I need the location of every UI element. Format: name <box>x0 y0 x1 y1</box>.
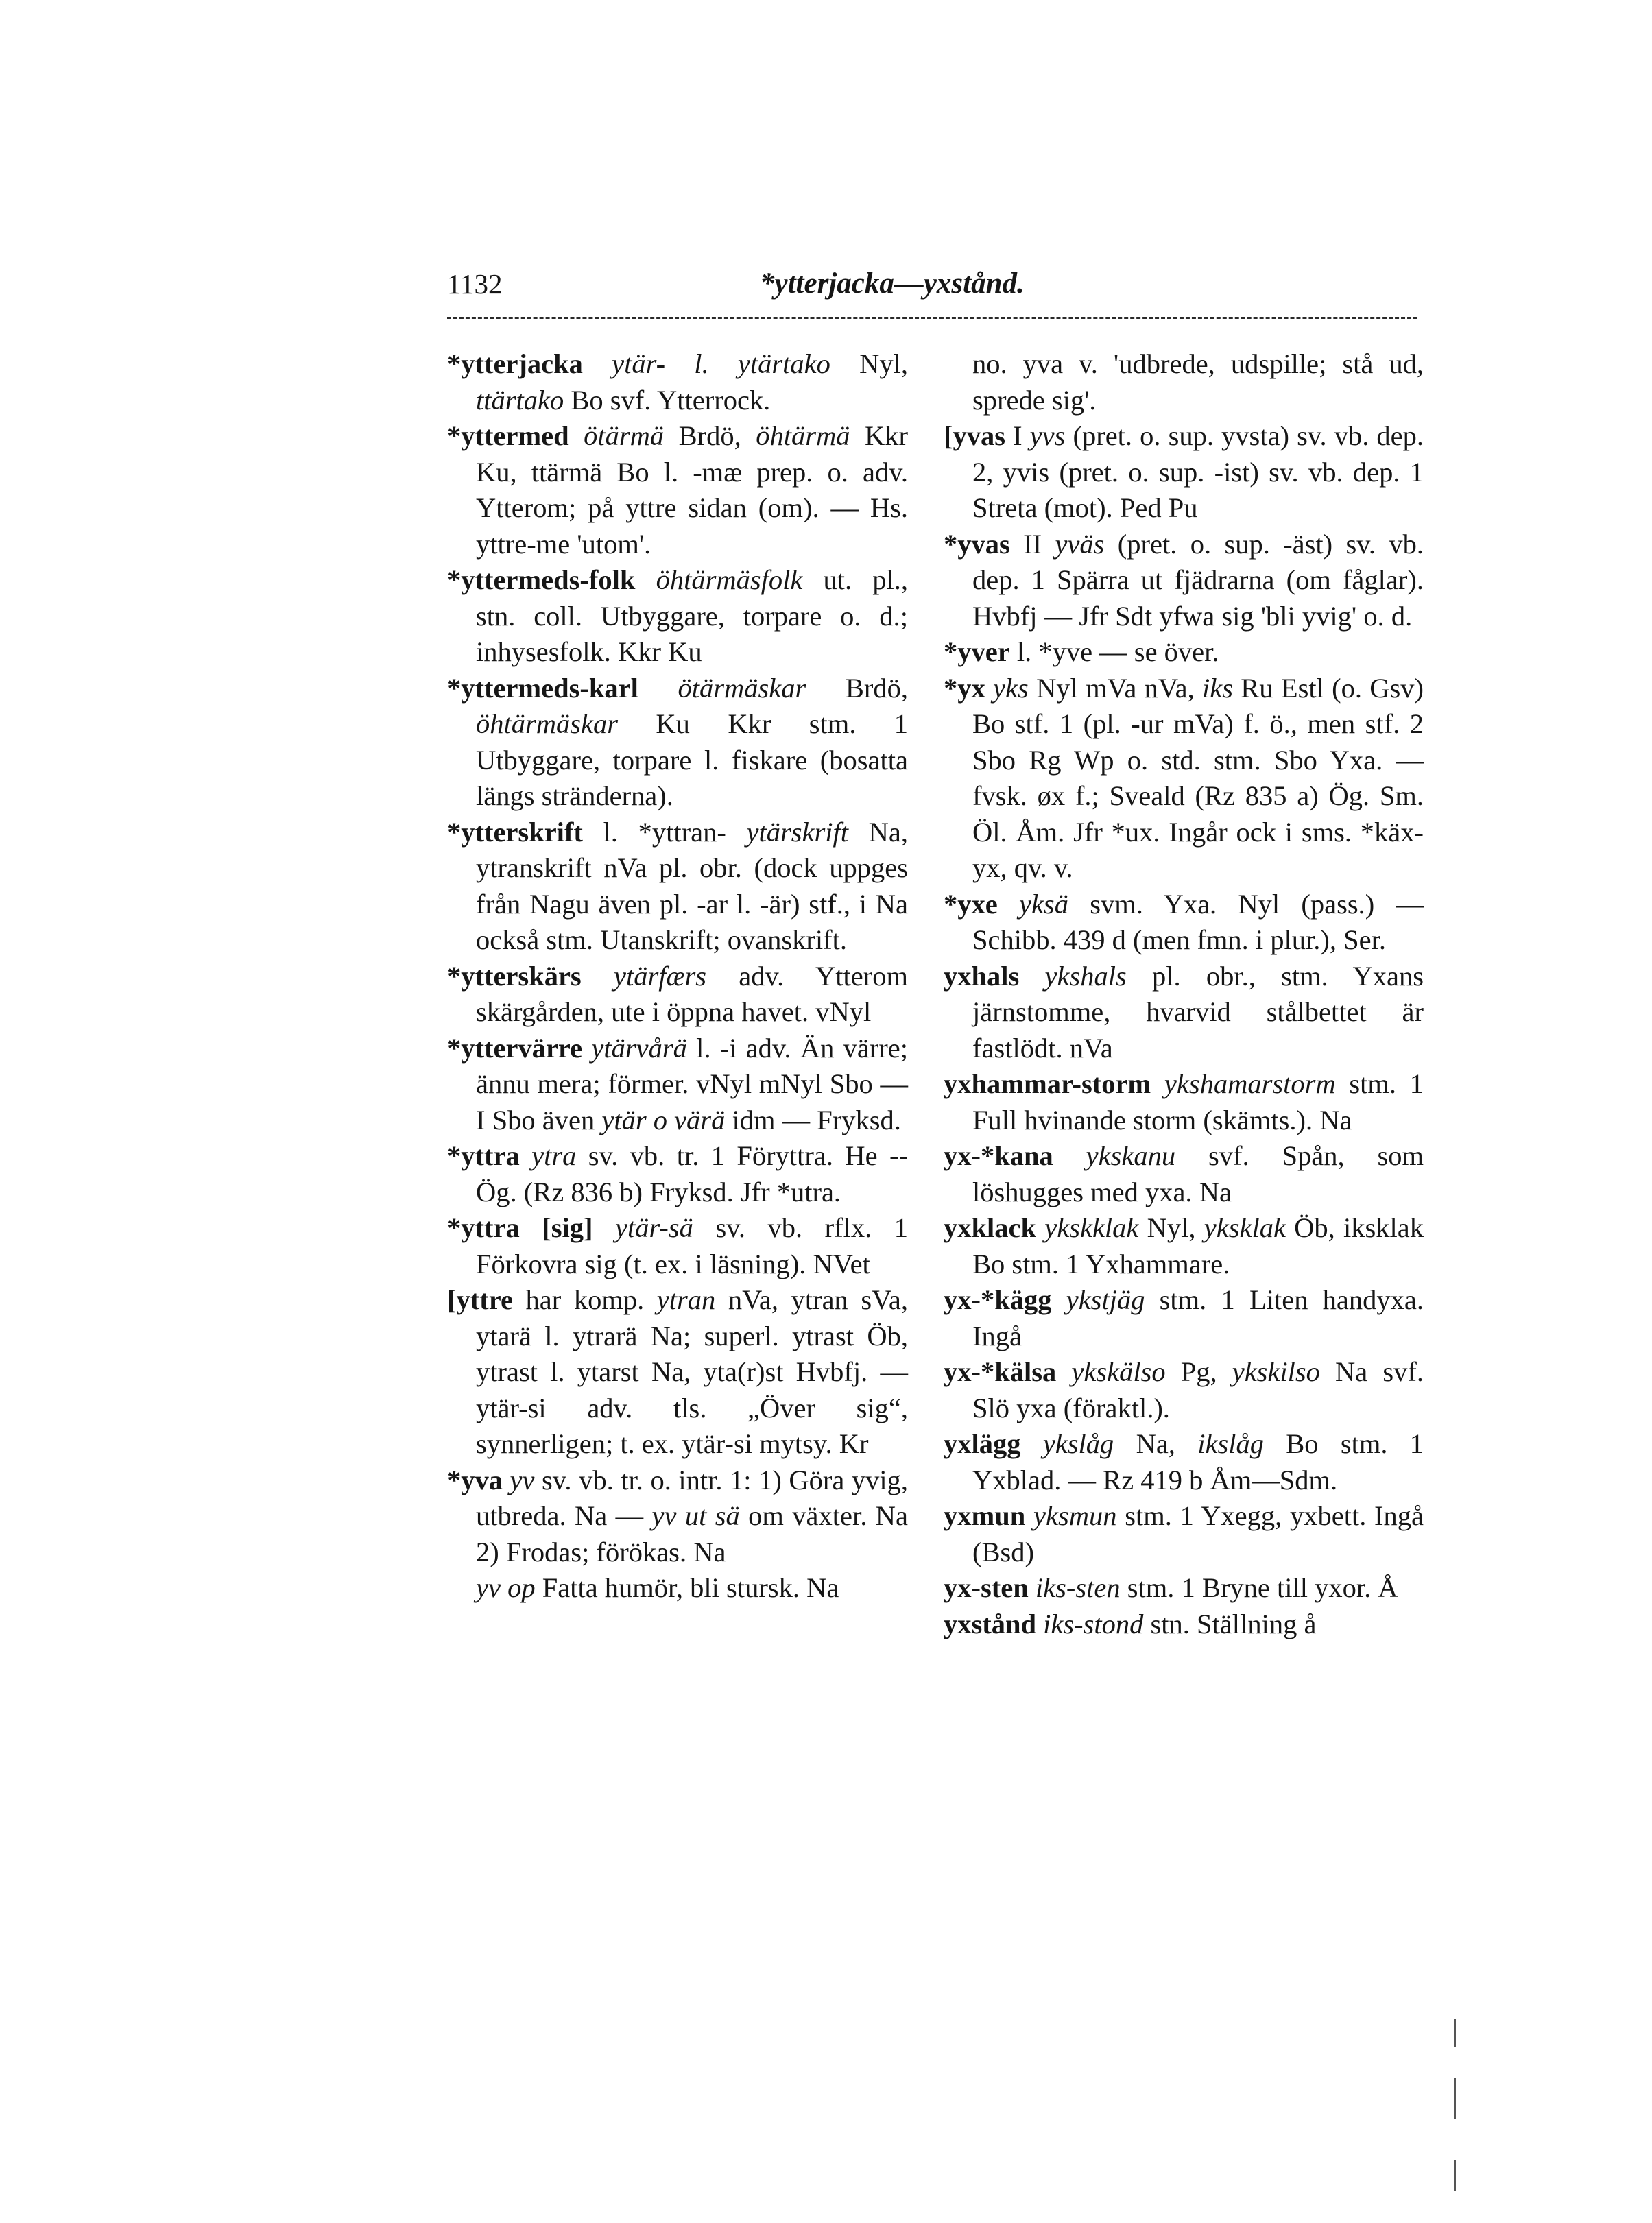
entry-form: yv <box>510 1464 535 1495</box>
dictionary-entry <box>944 1138 1424 1210</box>
dictionary-entry <box>944 346 1424 418</box>
dictionary-entry <box>447 562 908 671</box>
entry-headword: yxklack <box>944 1212 1037 1243</box>
entry-headword: *yxe <box>944 888 998 920</box>
entry-form: ytärvårä <box>591 1032 687 1064</box>
entry-text: Pg, <box>1180 1356 1232 1387</box>
entry-text: Na, ytranskrift nVa pl. obr. (dock uppges från Nagu även pl. -ar l. -är) stf., i Na också stm. Utanskrift; ovanskrift. <box>476 816 908 955</box>
dictionary-entry <box>944 1210 1424 1282</box>
entry-headword: *yttervärre <box>447 1032 583 1064</box>
dictionary-entry <box>447 1570 908 1607</box>
entry-form: iks-stond <box>1043 1608 1144 1639</box>
dictionary-entry <box>447 815 908 959</box>
dictionary-entry <box>447 1463 908 1571</box>
entry-text: stm. 1 Liten handyxa. Ingå <box>972 1284 1424 1351</box>
entry-form: yksklak <box>1204 1212 1286 1243</box>
dictionary-entry <box>447 959 908 1031</box>
dictionary-entry <box>944 1066 1424 1138</box>
entry-headword: yxhammar-storm <box>944 1068 1151 1099</box>
entry-text: stm. 1 Full hvinande storm (skämts.). Na <box>972 1068 1424 1135</box>
entry-text: sv. vb. tr. 1 Föryttra. He -- Ög. (Rz 836 b) Fryksd. Jfr *utra. <box>476 1140 909 1207</box>
entry-text: Bo stm. 1 Yxblad. — Rz 419 b Åm—Sdm. <box>972 1428 1424 1495</box>
entry-form: ytran <box>656 1284 716 1315</box>
entry-headword: *yx <box>944 672 985 704</box>
entry-form: yvs <box>1029 420 1066 451</box>
entry-text: Na, <box>1136 1428 1198 1459</box>
entry-form: iks <box>1202 672 1234 704</box>
entry-text: har komp. <box>525 1284 657 1315</box>
entry-text: nVa, ytran sVa, ytarä l. ytrarä Na; superl. ytrast Öb, ytrast l. ytarst Na, yta(r)st Hvbfj. — ytär-si adv. tls. „Över sig“, synnerligen; t. ex. ytär-si mytsy. Kr <box>476 1284 908 1459</box>
dictionary-entry <box>447 1138 908 1210</box>
entry-form: ykshamarstorm <box>1164 1068 1336 1099</box>
entry-form: öhtärmäskar <box>476 708 619 739</box>
entry-headword: *yttra <box>447 1140 520 1171</box>
entry-form: ykskilso <box>1232 1356 1320 1387</box>
entry-headword: yxmun <box>944 1500 1026 1531</box>
entry-form: iks-sten <box>1035 1572 1121 1603</box>
entry-text: stn. Ställning å <box>1150 1608 1317 1639</box>
entry-text: Nyl, <box>1147 1212 1204 1243</box>
entry-text: Öb, iksklak Bo stm. 1 Yxhammare. <box>972 1212 1424 1279</box>
entry-text: om växter. Na 2) Frodas; förökas. Na <box>476 1500 908 1567</box>
entry-form: ytär- l. ytärtako <box>612 348 830 379</box>
entry-form: ykskklak <box>1044 1212 1139 1243</box>
entry-text: I <box>1013 420 1030 451</box>
entry-headword: *yttermeds-folk <box>447 564 636 595</box>
entry-form: yksä <box>1018 888 1068 920</box>
entry-form: ykslåg <box>1042 1428 1114 1459</box>
entry-form: ytra <box>531 1140 577 1171</box>
dictionary-entry <box>944 959 1424 1067</box>
dictionary-entry <box>944 1426 1424 1498</box>
entry-headword: yxstånd <box>944 1608 1037 1639</box>
entry-text: Kkr Ku, ttärmä Bo l. -mæ prep. o. adv. Ytterom; på yttre sidan (om). — Hs. yttre-me 'utom'. <box>476 420 908 560</box>
entry-text: Na svf. Slö yxa (föraktl.). <box>972 1356 1424 1423</box>
entry-form: ytär o värä <box>601 1104 726 1135</box>
running-head: *ytterjacka—yxstånd. <box>760 267 1025 300</box>
entry-headword: *yver <box>944 636 1010 667</box>
entry-form: yksmun <box>1033 1500 1117 1531</box>
entry-text: (pret. o. sup. -äst) sv. vb. dep. 1 Spärra ut fjädrarna (om fåglar). Hvbfj — Jfr Sdt yfwa sig 'bli yvig' o. d. <box>972 528 1424 632</box>
margin-line-mark <box>1454 2019 1456 2047</box>
entry-text: svm. Yxa. Nyl (pass.) — Schibb. 439 d (men fmn. i plur.), Ser. <box>972 888 1424 955</box>
dictionary-entry <box>447 671 908 815</box>
entry-form: yv op <box>476 1572 536 1603</box>
entry-text: sv. vb. tr. o. intr. 1: 1) Göra yvig, utbreda. Na — <box>476 1464 909 1531</box>
entry-text: stm. 1 Yxegg, yxbett. Ingå (Bsd) <box>972 1500 1424 1567</box>
entry-headword: yx-sten <box>944 1572 1029 1603</box>
margin-line-mark <box>1454 2078 1456 2119</box>
entry-text: pl. obr., stm. Yxans järnstomme, hvarvid stålbettet är fastlödt. nVa <box>972 960 1424 1064</box>
entry-form: ytär-sä <box>615 1212 693 1243</box>
dictionary-entry <box>944 1498 1424 1570</box>
dictionary-entry <box>944 1570 1424 1607</box>
entry-text: l. -i adv. Än värre; ännu mera; förmer. vNyl mNyl Sbo — I Sbo även <box>476 1032 909 1135</box>
left-column <box>447 346 908 1607</box>
entry-text: Brdö, <box>678 420 756 451</box>
entry-headword: *yttermeds-karl <box>447 672 638 704</box>
entry-headword: yx-*kana <box>944 1140 1053 1171</box>
entry-form: ykskanu <box>1086 1140 1176 1171</box>
right-column <box>944 346 1424 1642</box>
entry-text: Nyl, <box>859 348 908 379</box>
entry-headword: *ytterskrift <box>447 816 583 848</box>
entry-text: Nyl mVa nVa, <box>1036 672 1203 704</box>
entry-text: adv. Ytterom skärgården, ute i öppna havet. vNyl <box>476 960 909 1027</box>
dictionary-entry <box>944 418 1424 527</box>
entry-text: l. *yve — se över. <box>1016 636 1219 667</box>
dictionary-entry <box>447 1282 908 1463</box>
entry-text: sv. vb. rflx. 1 Förkovra sig (t. ex. i läsning). NVet <box>476 1212 909 1279</box>
entry-headword: yxlägg <box>944 1428 1021 1459</box>
entry-form: ykskälso <box>1071 1356 1166 1387</box>
entry-form: ykstjäg <box>1066 1284 1145 1315</box>
entry-headword: *yttermed <box>447 420 569 451</box>
entry-headword: *ytterskärs <box>447 960 582 992</box>
dictionary-entry <box>944 1354 1424 1426</box>
entry-text: (pret. o. sup. yvsta) sv. vb. dep. 2, yvis (pret. o. sup. -ist) sv. vb. dep. 1 Streta (mot). Ped Pu <box>972 420 1424 523</box>
entry-text: II <box>1023 528 1055 560</box>
entry-form: yv ut sä <box>651 1500 740 1531</box>
entry-text: Brdö, <box>845 672 908 704</box>
entry-form: ttärtako <box>476 384 564 416</box>
dictionary-entry <box>447 346 908 418</box>
page-number: 1132 <box>447 268 503 300</box>
entry-form: ykshals <box>1044 960 1127 992</box>
entry-headword: yx-*kälsa <box>944 1356 1057 1387</box>
entry-form: yks <box>993 672 1029 704</box>
entry-text: ut. pl., stn. coll. Utbyggare, torpare o. d.; inhysesfolk. Kkr Ku <box>476 564 908 667</box>
entry-headword: yxhals <box>944 960 1020 992</box>
entry-headword: [yttre <box>447 1284 513 1315</box>
entry-text: l. *yttran- <box>603 816 747 848</box>
entry-text: no. yva v. 'udbrede, udspille; stå ud, sprede sig'. <box>972 348 1424 416</box>
entry-text: svf. Spån, som löshugges med yxa. Na <box>972 1140 1424 1207</box>
entry-text: Bo svf. Ytterrock. <box>564 384 771 416</box>
margin-line-mark <box>1454 2160 1456 2191</box>
entry-form: ötärmäskar <box>678 672 806 704</box>
entry-text: stm. 1 Bryne till yxor. Å <box>1127 1572 1398 1603</box>
entry-headword: [yvas <box>944 420 1005 451</box>
header-rule <box>447 317 1417 319</box>
dictionary-entry <box>944 887 1424 959</box>
entry-headword: *yvas <box>944 528 1010 560</box>
dictionary-entry <box>944 527 1424 635</box>
entry-text: Ku Kkr stm. 1 Utbyggare, torpare l. fiskare (bosatta längs stränderna). <box>476 708 908 811</box>
entry-headword: *yva <box>447 1464 503 1495</box>
entry-form: ytärfærs <box>613 960 707 992</box>
entry-text: idm — Fryksd. <box>725 1104 901 1135</box>
dictionary-entry <box>944 1282 1424 1354</box>
entry-form: ytärskrift <box>746 816 848 848</box>
dictionary-entry <box>944 671 1424 887</box>
entry-form: ikslåg <box>1197 1428 1264 1459</box>
entry-form: yväs <box>1055 528 1105 560</box>
entry-form: ötärmä <box>584 420 665 451</box>
dictionary-entry <box>944 1607 1424 1643</box>
entry-form: öhtärmäsfolk <box>656 564 803 595</box>
entry-form: öhtärmä <box>756 420 850 451</box>
entry-text: Fatta humör, bli stursk. Na <box>542 1572 839 1603</box>
entry-headword: *ytterjacka <box>447 348 583 379</box>
entry-text: Ru Estl (o. Gsv) Bo stf. 1 (pl. -ur mVa) f. ö., men stf. 2 Sbo Rg Wp o. std. stm. Sbo Yxa. — fvsk. øx f.; Sveald (Rz 835 a) Ög. Sm. Öl. Åm. Jfr *ux. Ingår ock i sms. *käx-yx, qv. v. <box>972 672 1424 883</box>
dictionary-entry <box>944 634 1424 671</box>
dictionary-entry <box>447 418 908 562</box>
entry-headword: yx-*kägg <box>944 1284 1052 1315</box>
dictionary-entry <box>447 1031 908 1139</box>
dictionary-entry <box>447 1210 908 1282</box>
entry-headword: *yttra [sig] <box>447 1212 593 1243</box>
